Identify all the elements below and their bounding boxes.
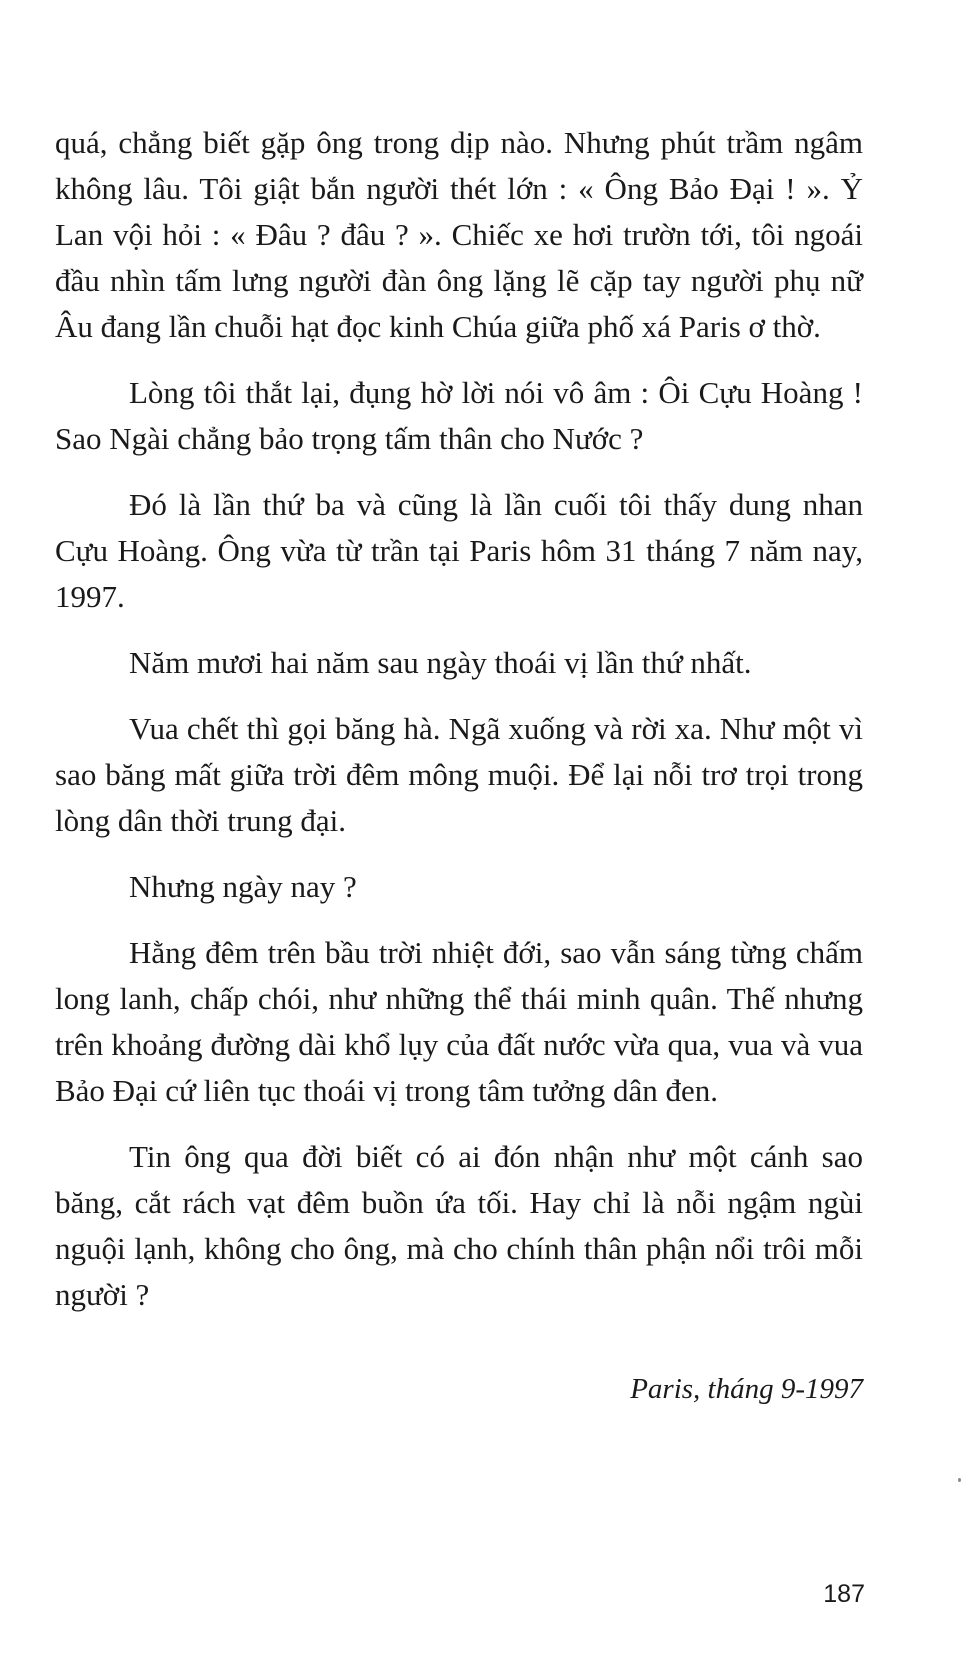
page-number: 187 bbox=[823, 1580, 865, 1608]
paragraph-6: Nhưng ngày nay ? bbox=[129, 869, 357, 904]
paragraph-4: Năm mươi hai năm sau ngày thoái vị lần thứ nhất. bbox=[129, 645, 752, 680]
place-date-signature: Paris, tháng 9-1997 bbox=[630, 1373, 863, 1405]
paragraph-2: Lòng tôi thắt lại, đụng hờ lời nói vô âm : Ôi Cựu Hoàng ! Sao Ngài chẳng bảo trọng tấm thân cho Nước ? bbox=[55, 375, 863, 456]
paragraph-8: Tin ông qua đời biết có ai đón nhận như một cánh sao băng, cắt rách vạt đêm buồn ứa tối. Hay chỉ là nỗi ngậm ngùi nguội lạnh, không cho ông, mà cho chính thân phận nổi trôi mỗi người ? bbox=[55, 1139, 863, 1312]
paragraph-7: Hằng đêm trên bầu trời nhiệt đới, sao vẫn sáng từng chấm long lanh, chấp chói, như những thể thái minh quân. Thế nhưng trên khoảng đường dài khổ lụy của đất nước vừa qua, vua và vua Bảo Đại cứ liên tục thoái vị trong tâm tưởng dân đen. bbox=[55, 935, 863, 1108]
scan-speck bbox=[958, 1478, 961, 1482]
paragraph-1: quá, chẳng biết gặp ông trong dịp nào. Nhưng phút trầm ngâm không lâu. Tôi giật bắn người thét lớn : « Ông Bảo Đại ! ». Ỷ Lan vội hỏi : « Đâu ? đâu ? ». Chiếc xe hơi trườn tới, tôi ngoái đầu nhìn tấm lưng người đàn ông lặng lẽ cặp tay người phụ nữ Âu đang lần chuỗi hạt đọc kinh Chúa giữa phố xá Paris ơ thờ. bbox=[55, 125, 863, 344]
page-body bbox=[55, 120, 863, 1318]
paragraph-3: Đó là lần thứ ba và cũng là lần cuối tôi thấy dung nhan Cựu Hoàng. Ông vừa từ trần tại Paris hôm 31 tháng 7 năm nay, 1997. bbox=[55, 487, 863, 614]
paragraph-5: Vua chết thì gọi băng hà. Ngã xuống và rời xa. Như một vì sao băng mất giữa trời đêm mông muội. Để lại nỗi trơ trọi trong lòng dân thời trung đại. bbox=[55, 711, 863, 838]
